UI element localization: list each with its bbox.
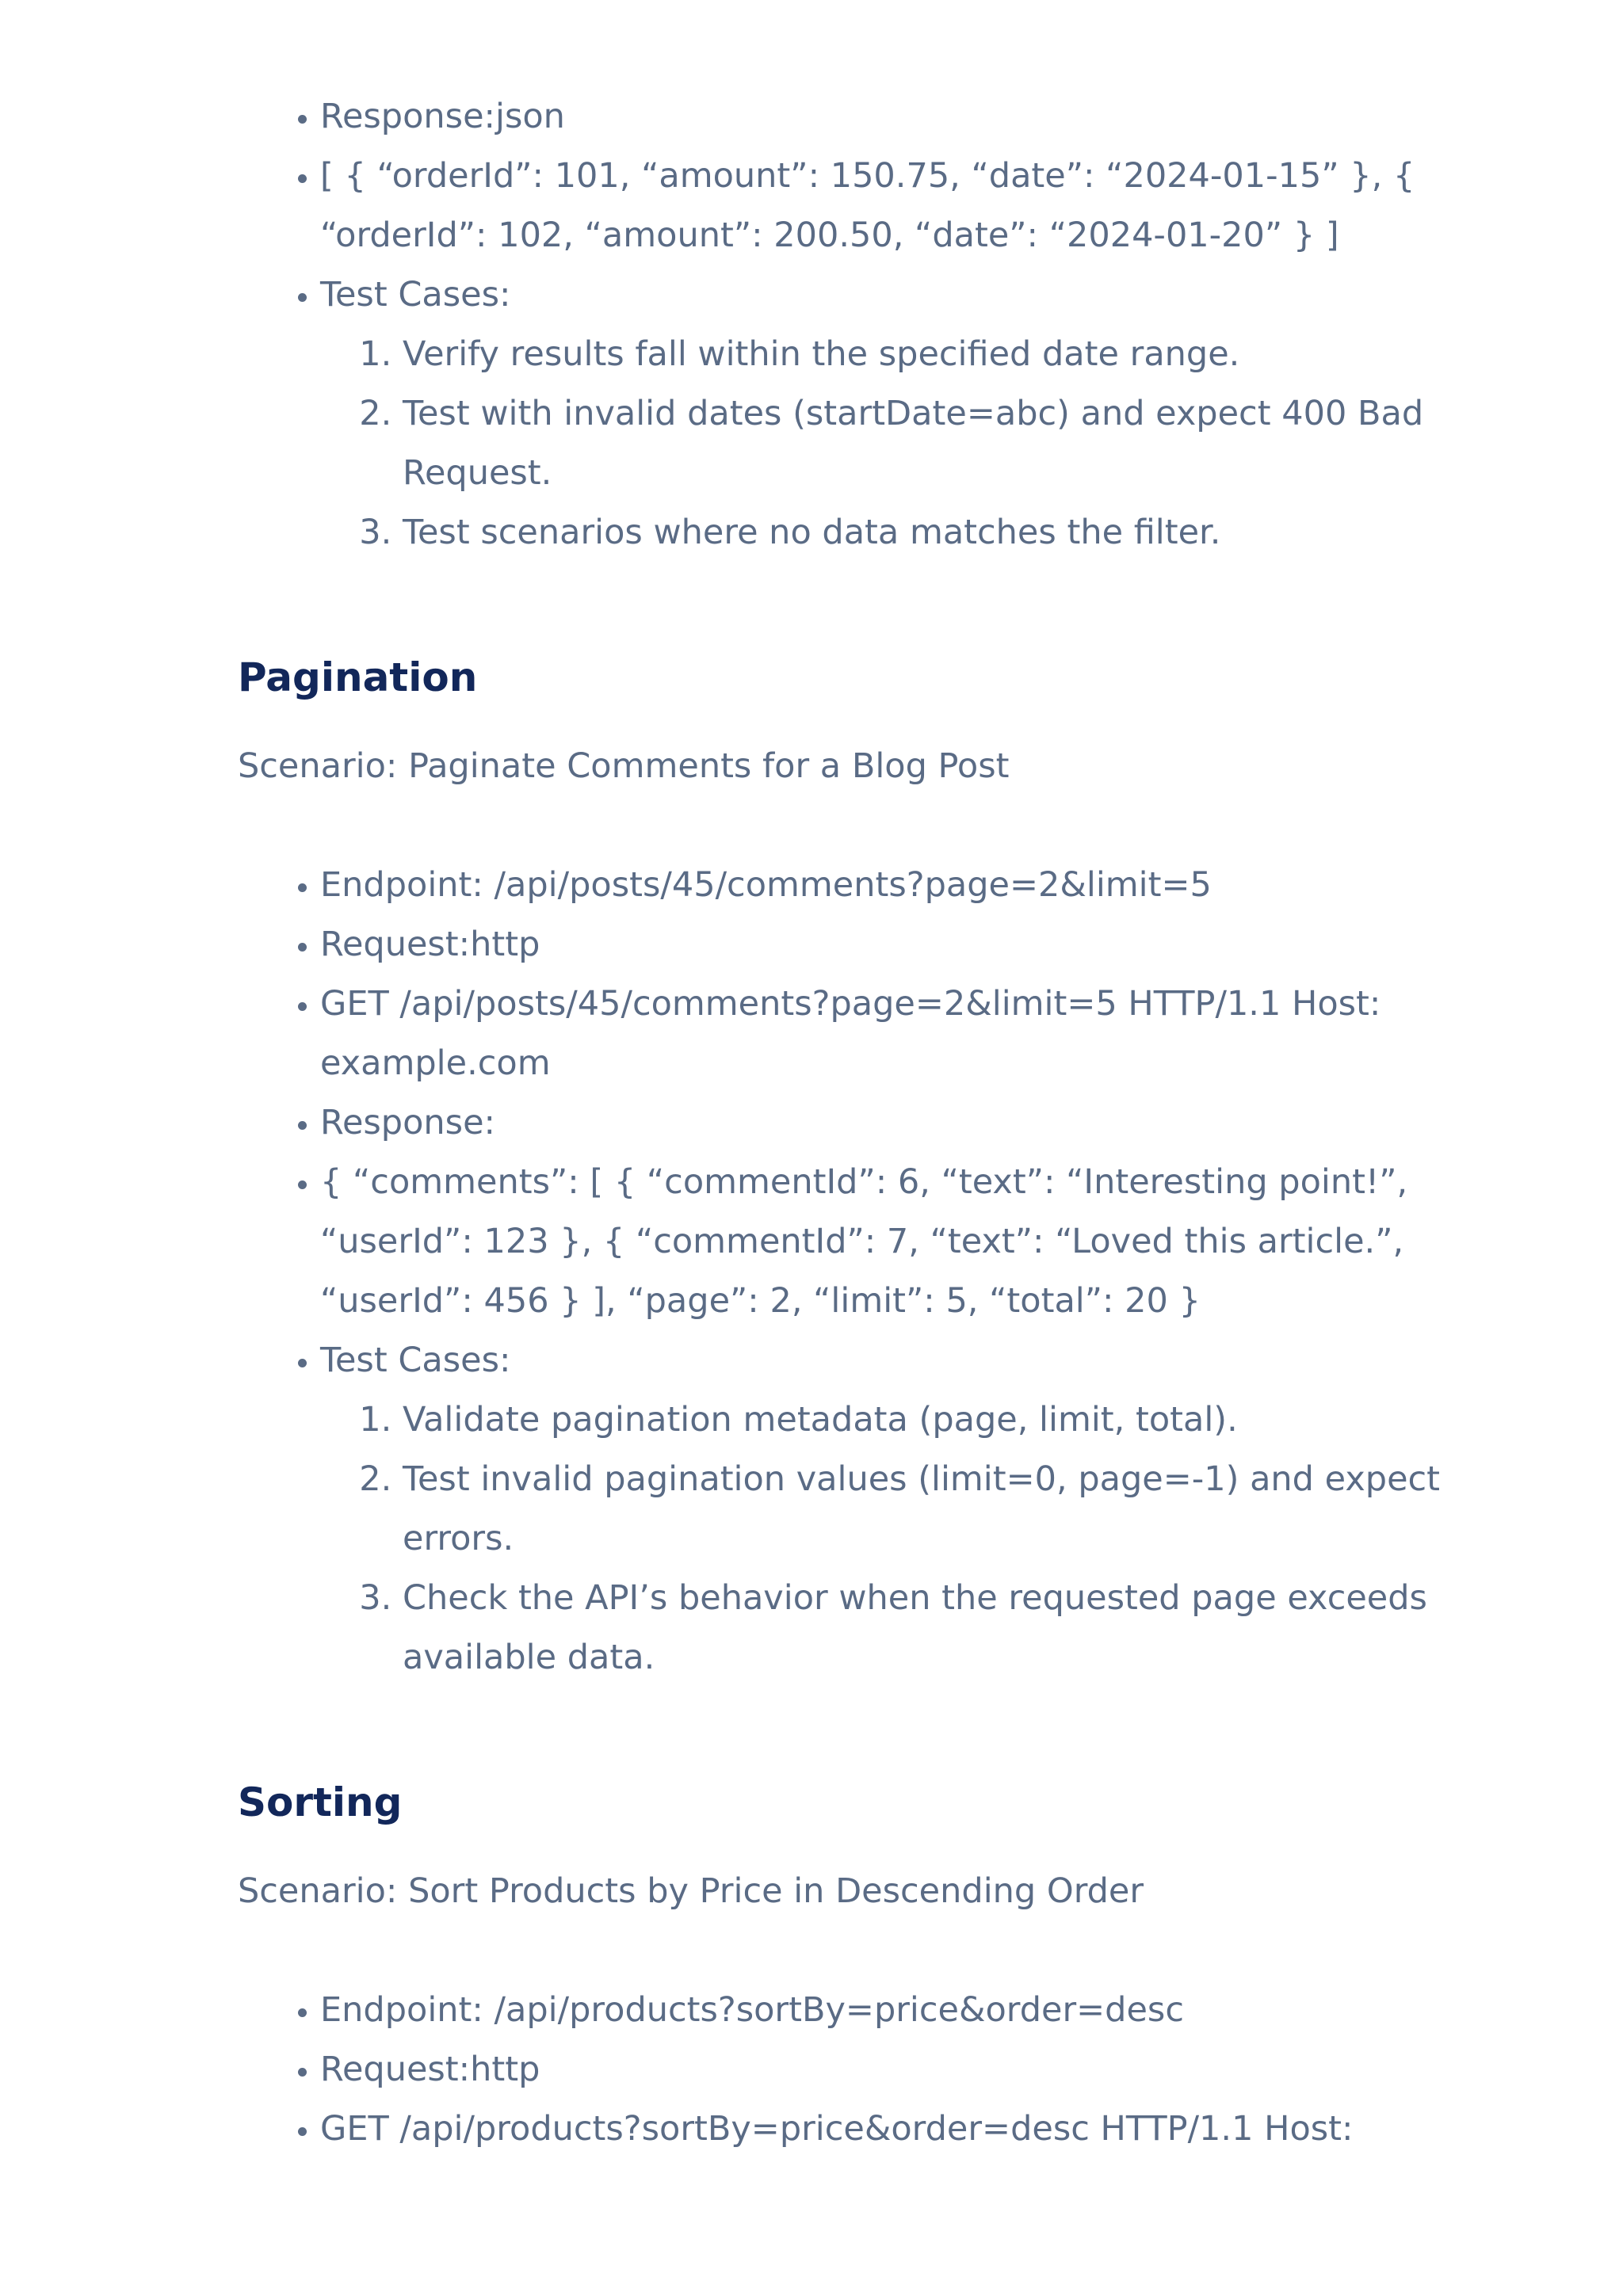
- list-item-text: Request:http: [320, 925, 540, 964]
- scenario-text: Scenario: Sort Products by Price in Descending Order: [238, 1871, 1144, 1911]
- list-item-text: Endpoint: /api/posts/45/comments?page=2&limit=5: [320, 865, 1212, 905]
- list-item: [320, 2100, 1458, 2159]
- list-item: [320, 1331, 1458, 1688]
- list-item: [320, 974, 1458, 1093]
- list-item-text: Response:json: [320, 97, 565, 136]
- list-item-text: Endpoint: /api/products?sortBy=price&order=desc: [320, 1990, 1184, 2030]
- list-item: [320, 1093, 1458, 1153]
- sorting-bullet-list: [238, 1981, 1458, 2159]
- list-item: [320, 2040, 1458, 2100]
- list-item-text: Response:: [320, 1103, 496, 1142]
- list-item: [320, 1153, 1458, 1331]
- test-cases-list: [320, 325, 1458, 563]
- list-item-text: Test Cases:: [320, 275, 511, 315]
- list-item-text: GET /api/products?sortBy=price&order=desc HTTP/1.1 Host:: [320, 2109, 1354, 2149]
- list-item-text: GET /api/posts/45/comments?page=2&limit=5 HTTP/1.1 Host: example.com: [320, 984, 1381, 1083]
- test-case-item: 2. Test with invalid dates (startDate=abc) and expect 400 Bad Request.: [403, 384, 1458, 503]
- list-item-text: { “comments”: [ { “commentId”: 6, “text”: “Interesting point!”, “userId”: 123 }, { “commentId”: 7, “text”: “Loved this article.”, “userId”: 456 } ], “page”: 2, “limit”: 5, “total”: 20 }: [320, 1162, 1408, 1321]
- section-heading-sorting: Sorting: [238, 1779, 403, 1825]
- test-case-item: 3. Test scenarios where no data matches the filter.: [403, 503, 1458, 563]
- scenario-text: Scenario: Paginate Comments for a Blog Post: [238, 746, 1010, 786]
- list-item: [320, 856, 1458, 915]
- list-item-text: Request:http: [320, 2050, 540, 2089]
- list-item: [320, 147, 1458, 265]
- list-item: [320, 915, 1458, 974]
- pagination-bullet-list: [238, 856, 1458, 1688]
- test-case-item: 3. Check the API’s behavior when the requested page exceeds available data.: [403, 1569, 1458, 1688]
- list-item-text: Test Cases:: [320, 1341, 511, 1380]
- test-case-item: 1. Validate pagination metadata (page, limit, total).: [403, 1390, 1458, 1450]
- test-cases-list: [320, 1390, 1458, 1688]
- section-heading-pagination: Pagination: [238, 654, 478, 700]
- list-item: [320, 87, 1458, 147]
- list-item: [320, 1981, 1458, 2040]
- top-bullet-list: [238, 87, 1458, 563]
- article-content: [238, 87, 1458, 2159]
- test-case-item: 2. Test invalid pagination values (limit=0, page=-1) and expect errors.: [403, 1450, 1458, 1569]
- list-item: [320, 265, 1458, 563]
- test-case-item: 1. Verify results fall within the specified date range.: [403, 325, 1458, 384]
- list-item-text: [ { “orderId”: 101, “amount”: 150.75, “date”: “2024-01-15” }, { “orderId”: 102, “amount”: 200.50, “date”: “2024-01-20” } ]: [320, 156, 1415, 255]
